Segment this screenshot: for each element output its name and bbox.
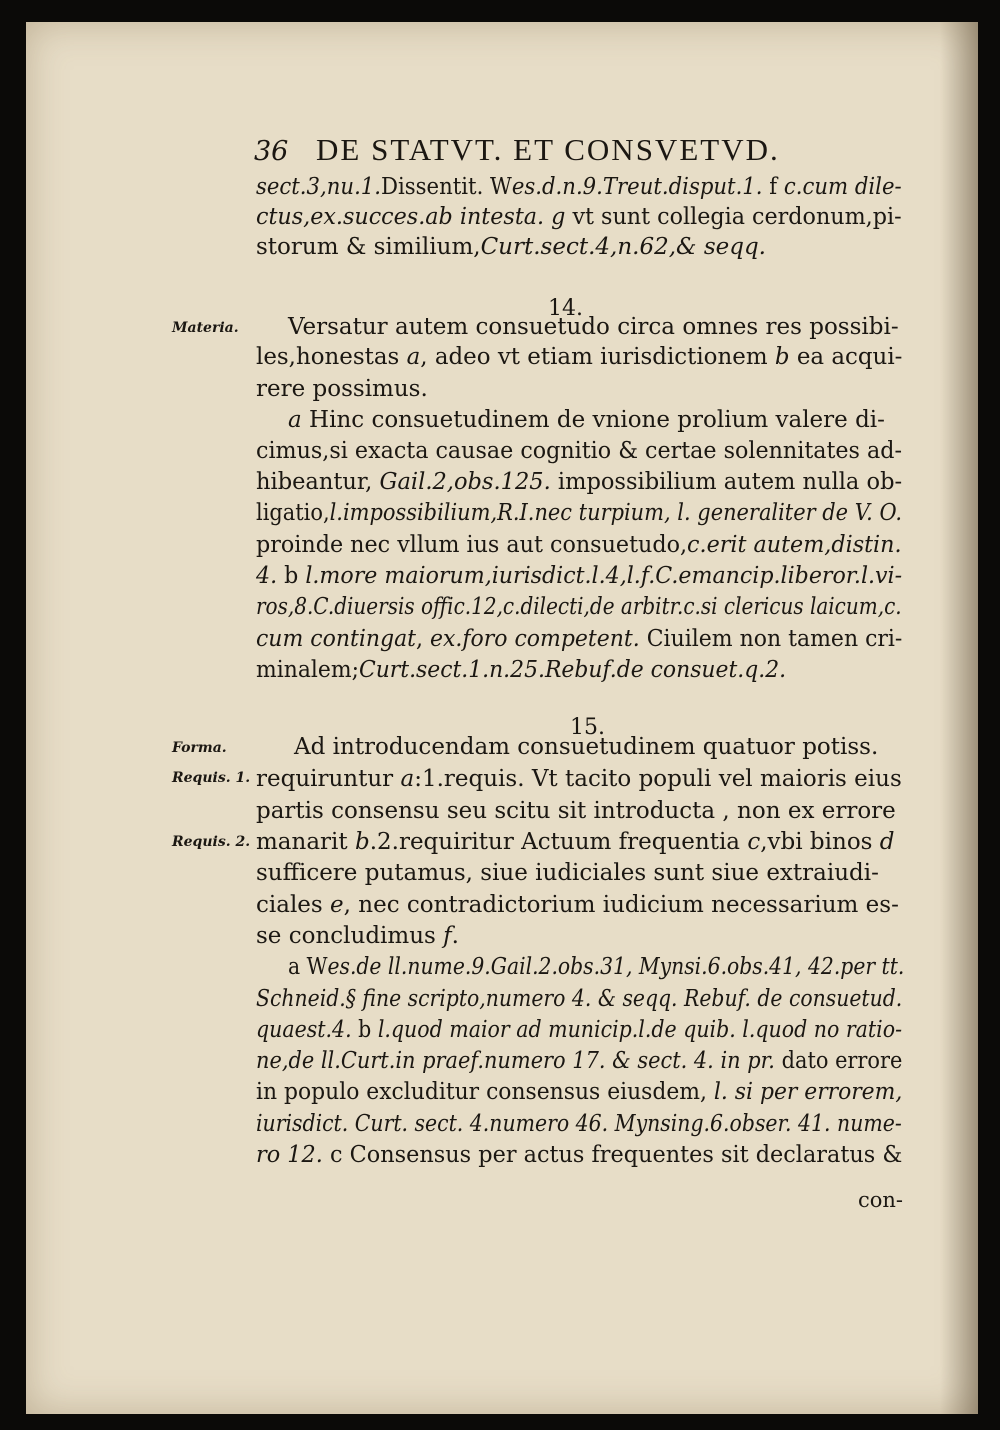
italic-citation: Curt.sect.1.n.25.Rebuf.de consuet.q.2.	[358, 657, 787, 683]
folio-number: 36	[254, 136, 289, 167]
text-line	[288, 952, 904, 982]
text-segment: cimus,si exacta causae cognitio & certae solennitates ad-	[256, 438, 902, 464]
text-line	[256, 890, 899, 920]
italic-citation: l.quod maior ad municip.l.de quib. l.quod no ratio-	[377, 1017, 903, 1043]
italic-citation: f	[443, 923, 452, 949]
italic-citation: es.de ll.nume.9.Gail.2.obs.31, Mynsi.6.obs.41, 42.per tt.	[327, 954, 905, 980]
text-segment: , adeo vt etiam iurisdictionem	[420, 344, 775, 370]
running-head: DE STATVT. ET CONSVETVD.	[316, 132, 780, 167]
text-line	[256, 342, 902, 372]
margin-note-forma: Forma.	[172, 740, 227, 756]
italic-citation: g	[551, 204, 566, 230]
text-line	[256, 202, 902, 232]
italic-citation: l.impossibilium,R.I.nec turpium, l. generaliter de V. O.	[329, 500, 903, 526]
italic-citation: sect.3,nu.1.	[256, 174, 382, 200]
text-segment: Dissentit. W	[381, 174, 512, 200]
text-segment: minalem;	[256, 657, 359, 683]
text-line	[256, 624, 902, 654]
text-line	[256, 467, 902, 497]
text-segment: .2.requiritur Actuum frequentia	[369, 829, 748, 855]
margin-note-requis-2: Requis. 2.	[172, 834, 251, 850]
italic-citation: ne,de ll.Curt.in praef.numero 17. & sect. 4. in pr.	[256, 1048, 775, 1074]
italic-citation: ex.foro competent.	[429, 626, 640, 652]
italic-citation: cum contingat	[256, 626, 417, 652]
text-line	[256, 172, 902, 202]
text-line	[256, 1109, 902, 1139]
italic-citation: l. si per errorem,	[713, 1079, 903, 1105]
text-segment: b	[277, 563, 306, 589]
italic-citation: Schneid.§ fine scripto,numero 4. & seqq. Rebuf. de consuetud.	[256, 986, 903, 1012]
text-segment: a W	[288, 954, 328, 980]
text-segment: ciales	[256, 892, 331, 918]
italic-citation: ro 12.	[256, 1142, 323, 1168]
italic-citation: a	[288, 407, 302, 433]
text-segment: ea acqui-	[789, 344, 903, 370]
section-number-14: 14.	[548, 296, 583, 321]
italic-citation: a	[400, 766, 415, 792]
text-line	[256, 592, 902, 622]
text-line	[256, 827, 895, 857]
italic-citation: c.erit autem,distin.	[687, 532, 902, 558]
text-segment: partis consensu seu scitu sit introducta , non ex errore	[256, 798, 896, 824]
text-segment: vt sunt collegia cerdonum,pi-	[565, 204, 902, 230]
italic-citation: b	[774, 344, 790, 370]
text-segment: Versatur autem consuetudo circa omnes res possibi-	[288, 314, 899, 340]
italic-citation: 4.	[256, 563, 278, 589]
italic-citation: Curt.sect.4,n.62,& seqq.	[480, 234, 766, 260]
text-segment: dato errore	[774, 1048, 903, 1074]
text-segment: se concludimus	[256, 923, 444, 949]
text-segment: f	[762, 174, 784, 200]
text-segment: in populo excluditur consensus eiusdem,	[256, 1079, 714, 1105]
italic-citation: ctus,ex.succes.ab intesta.	[256, 204, 545, 230]
text-segment: Consensus per actus frequentes sit declaratus &	[349, 1142, 903, 1168]
page-text-block	[26, 22, 978, 1414]
text-segment: Hinc consuetudinem de vnione prolium valere di-	[301, 407, 885, 433]
italic-citation: Gail.2,obs.125.	[379, 469, 551, 495]
text-line	[256, 1140, 902, 1170]
text-segment: Ad introducendam consuetudinem quatuor potiss.	[294, 734, 879, 760]
text-segment: b	[351, 1017, 378, 1043]
text-segment: manarit	[256, 829, 355, 855]
text-segment: c	[322, 1142, 350, 1168]
margin-note-materia: Materia.	[172, 320, 239, 336]
italic-citation: e	[330, 892, 344, 918]
text-line	[256, 232, 766, 262]
italic-citation: c	[747, 829, 761, 855]
italic-citation: b	[354, 829, 370, 855]
text-line	[256, 1015, 902, 1045]
text-segment: requiruntur	[256, 766, 401, 792]
text-line	[256, 1046, 902, 1076]
text-line	[256, 1077, 902, 1107]
italic-citation: ros,8.C.diuersis offic.12,c.dilecti,de arbitr.c.si clericus laicum,c.	[256, 594, 902, 620]
italic-citation: c.cum dile-	[783, 174, 902, 200]
section-number-15: 15.	[570, 715, 605, 740]
book-page	[26, 22, 978, 1414]
text-line	[256, 436, 902, 466]
text-line	[256, 374, 428, 404]
text-segment: sufficere putamus, siue iudiciales sunt siue extraiudi-	[256, 860, 879, 886]
text-segment: ,	[416, 626, 430, 652]
italic-citation: a	[406, 344, 421, 370]
text-segment: hibeantur,	[256, 469, 380, 495]
text-line	[256, 984, 902, 1014]
italic-citation: quaest.4.	[256, 1017, 352, 1043]
catchword: con-	[858, 1188, 904, 1212]
text-line	[256, 796, 896, 826]
text-segment: ligatio,	[256, 500, 330, 526]
text-segment: les,honestas	[256, 344, 407, 370]
text-segment: ,vbi binos	[760, 829, 880, 855]
text-segment: :1.requis. Vt tacito populi vel maioris eius	[414, 766, 902, 792]
italic-citation: l.more maiorum,iurisdict.l.4,l.f.C.emancip.liberor.l.vi-	[305, 563, 903, 589]
text-line	[256, 764, 902, 794]
text-line	[256, 655, 786, 685]
text-line	[288, 312, 899, 342]
text-segment: storum & similium,	[256, 234, 481, 260]
margin-note-requis-1: Requis. 1.	[172, 770, 251, 786]
text-segment: proinde nec vllum ius aut consuetudo,	[256, 532, 688, 558]
text-line	[256, 858, 879, 888]
text-line	[256, 498, 902, 528]
text-segment: , nec contradictorium iudicium necessarium es-	[343, 892, 899, 918]
text-line	[256, 561, 902, 591]
text-line	[294, 732, 878, 762]
italic-citation: es.d.n.9.Treut.disput.1.	[511, 174, 763, 200]
text-segment: .	[451, 923, 459, 949]
text-segment: Ciuilem non tamen cri-	[639, 626, 903, 652]
text-segment: impossibilium autem nulla ob-	[550, 469, 903, 495]
text-segment: rere possimus.	[256, 376, 428, 402]
text-line	[256, 530, 902, 560]
text-line	[288, 405, 885, 435]
italic-citation: iurisdict. Curt. sect. 4.numero 46. Mynsing.6.obser. 41. nume-	[256, 1111, 902, 1137]
italic-citation: d	[879, 829, 895, 855]
text-line	[256, 921, 459, 951]
